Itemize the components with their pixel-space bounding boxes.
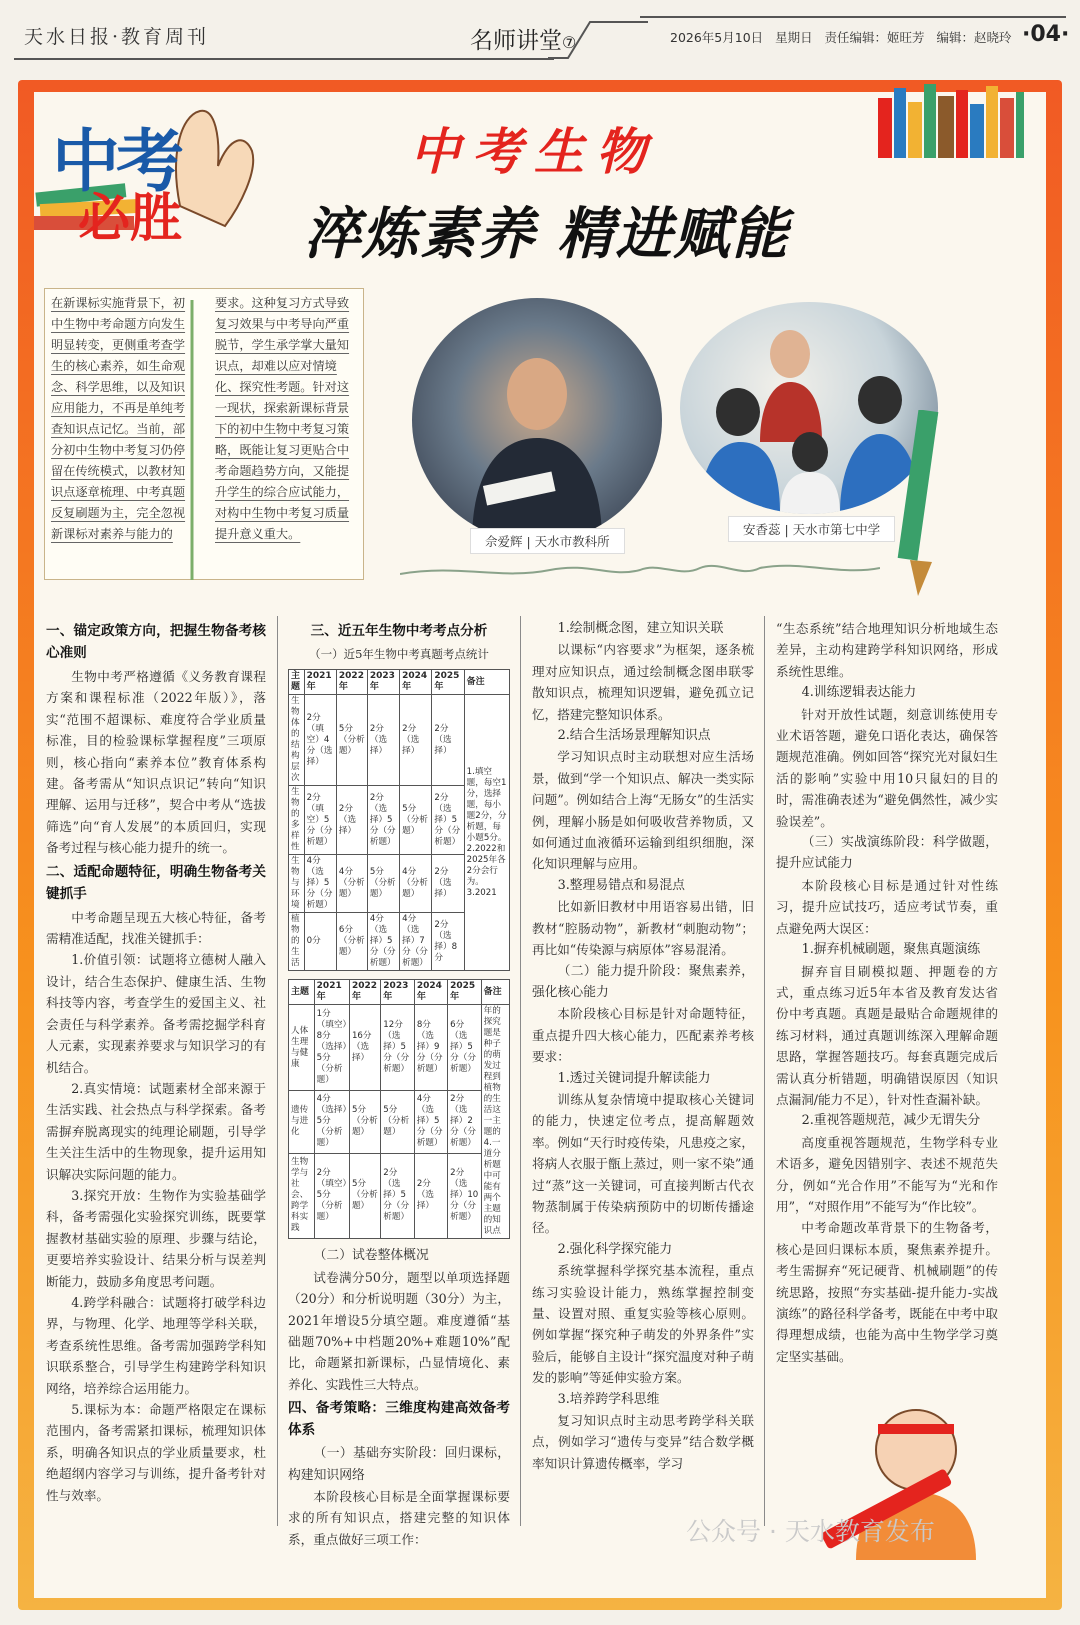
masthead: [0, 0, 1080, 70]
subject-title: 中考生物: [410, 122, 658, 181]
table-header-cell: 2025年: [432, 670, 464, 695]
table-cell: 8分（选择）9分（分析题）: [414, 1005, 447, 1091]
section-heading-1: 一、锚定政策方向，把握生物备考核心准则: [46, 623, 266, 661]
stats-table-1: [288, 669, 510, 971]
table-row: [289, 1091, 510, 1153]
paragraph: 以课标“内容要求”为框架，逐条梳理对应知识点，通过绘制概念图串联零散知识点，梳理知识逻辑，避免孤立记忆，搭建完整知识体系。: [532, 642, 754, 722]
table-header-cell: 备注: [481, 980, 509, 1005]
table-cell: 2分（选择）5分（分析题）: [367, 786, 399, 855]
paragraph: 高度重视答题规范，生物学科专业术语多，避免因错别字、表述不规范失分，例如“光合作用”不能写为“光和作用”，“对照作用”不能写为“作比较”。: [776, 1134, 998, 1214]
table-cell: 2分（选择）10分（分析题）: [448, 1153, 482, 1239]
paragraph: 摒弃盲目刷模拟题、押题卷的方式，重点练习近5年本省及教育发达省份中考真题。真题是最贴合命题规律的练习材料，通过真题训练深入理解命题思路，掌握答题技巧。每套真题完成后需认真分析错题，明确错误原因（知识点漏洞/能力不足），针对性查漏补缺。: [776, 963, 998, 1107]
issue-info: 2026年5月10日 星期日 责任编辑：姬旺芳 编辑：赵晓玲: [670, 30, 1012, 45]
table-cell: 12分（选择）5分（分析题）: [381, 1005, 415, 1091]
paragraph: 本阶段核心目标是针对命题特征，重点提升四大核心能力，匹配素养考核要求：: [532, 1006, 754, 1065]
table-cell: 5分（分析题）: [400, 786, 432, 855]
page-number: ·04·: [1022, 22, 1070, 47]
table-header-row: [289, 670, 510, 695]
paragraph: 学习知识点时主动联想对应生活场景，做到“学一个知识点、解决一类实际问题”。例如结合上海“无肠女”的生活实例，理解小肠是如何吸收营养物质，又如何通过血液循环运输到组织细胞，深化知识理解与应用。: [532, 749, 754, 872]
table-cell: 4分（分析题）: [400, 855, 432, 913]
table-header-cell: 主题: [289, 980, 315, 1005]
table-cell: 2分（选择）: [367, 695, 399, 786]
table-cell: 生物的多样性: [289, 786, 305, 855]
paragraph: 本阶段核心目标是通过针对性练习，提升应试技巧，适应考试节奏，重点避免两大误区：: [776, 877, 998, 936]
sub-heading: 1.透过关键词提升解读能力: [557, 1070, 711, 1086]
table-cell: 5分（分析题）: [336, 695, 367, 786]
table-cell: 2分（选择）: [432, 695, 464, 786]
paragraph: 中考命题呈现五大核心特征，备考需精准适配，找准关键抓手：: [46, 909, 266, 947]
table-cell: 1.填空题，每空1分，选择题，每小题2分，分析题，每小题5分。2.2022和2025年各2分会行为。3.2021: [464, 695, 509, 971]
badge-bottom-text: 必胜: [78, 189, 183, 249]
table-cell: 2分（选择）: [400, 695, 432, 786]
notebook-spine: [170, 300, 230, 580]
paragraph: 中考命题改革背景下的生物备考，核心是回归课标本质，聚焦素养提升。考生需摒弃“死记硬背、机械刷题”的传统思路，按照“夯实基础-提升能力-实战演练”的路径科学备考，既能在中考中取得理想成绩，也能为高中生物学学习奠定坚实基础。: [776, 1220, 998, 1364]
sub-heading: 2.结合生活场景理解知识点: [557, 728, 711, 744]
table-header-cell: 2021年: [304, 670, 336, 695]
sub-heading: （一）基础夯实阶段：回归课标，构建知识网络: [288, 1446, 510, 1483]
table-header-row: [289, 980, 510, 1005]
table-cell: 16分（选择）: [349, 1005, 380, 1091]
column-4: [776, 618, 998, 1367]
table-cell: 5分（分析题）: [349, 1091, 380, 1153]
table-header-cell: 备注: [464, 670, 509, 695]
table-header-cell: 2023年: [381, 980, 415, 1005]
table-header-cell: 2022年: [336, 670, 367, 695]
table-header-cell: 2025年: [448, 980, 482, 1005]
table-cell: 5分（分析题）: [349, 1153, 380, 1239]
section-heading-3: 三、近五年生物中考考点分析: [310, 623, 488, 639]
table-cell: 生物学与社会、跨学科实践: [289, 1153, 315, 1239]
pen-icon: [880, 410, 960, 600]
decorative-swirl: [400, 556, 880, 586]
sub-heading: （二）试卷整体概况: [313, 1248, 429, 1264]
sub-heading: （一）近5年生物中考真题考点统计: [309, 647, 489, 661]
newspaper-title: 天水日报·教育周刊: [24, 26, 210, 48]
paragraph: 5.课标为本：命题严格限定在课标范围内，备考需紧扣课标，梳理知识体系，明确各知识点的学业质量要求，杜绝超纲内容学习与训练，提升备考针对性与效率。: [46, 1402, 266, 1503]
sub-heading: 3.整理易错点和易混点: [557, 877, 685, 893]
sub-heading: （二）能力提升阶段：聚焦素养，强化核心能力: [532, 963, 754, 1000]
table-header-cell: 2022年: [349, 980, 380, 1005]
paragraph: 系统掌握科学探究基本流程，重点练习实验设计能力，熟练掌握控制变量、设置对照、重复实验等核心原则。例如掌握“探究种子萌发的外界条件”实验后，能够自主设计“探究温度对种子萌发的影响”等延伸实验方案。: [532, 1263, 754, 1386]
masthead-rule-top: [640, 16, 1066, 18]
photo-caption-1: 佘爱辉 | 天水市教科所: [470, 528, 625, 554]
table-row: [289, 1153, 510, 1239]
portrait-figure: [412, 298, 662, 542]
section-heading-4: 四、备考策略：三维度构建高效备考体系: [288, 1400, 510, 1439]
table-header-cell: 2024年: [414, 980, 447, 1005]
table-cell: 4分（选择）5分（分析题）: [314, 1091, 349, 1153]
column-divider: [764, 616, 765, 1526]
table-header-cell: 2024年: [400, 670, 432, 695]
photo-caption-2: 安香蕊 | 天水市第七中学: [728, 516, 895, 542]
table-cell: 生物体的结构层次: [289, 695, 305, 786]
page-headline: 淬炼素养 精进赋能: [304, 202, 790, 267]
badge-top-text: 中考: [52, 123, 181, 202]
column-divider: [520, 616, 521, 1526]
table-cell: 1分（填空）8分（选择）5分（分析题）: [314, 1005, 349, 1091]
intro-right: 要求。这种复习方式导致复习效果与中考导向严重脱节，学生承学掌大量知识点，却难以应对情境化、探究性考题。针对这一现状，探索新课标背景下的初中生物中考复习策略，既能让复习更贴合中考命题趋势方向，又能提升学生的综合应试能力，对构中生物中考复习质量提升意义重大。: [215, 296, 350, 541]
table-cell: 2分（选择）2分（分析题）: [448, 1091, 482, 1153]
table-cell: 4分（选择）5分（分析题）: [367, 913, 399, 971]
table-cell: 2分（选择）: [414, 1153, 447, 1239]
intro-left: 在新课标实施背景下，初中生物中考命题方向发生明显转变，更侧重考查学生的核心素养，如生命观念、科学思维，以及知识应用能力，不再是单纯考查知识点记忆。当前，部分初中生物中考复习仍停留在传统模式，以教材知识点逐章梳理、中考真题反复刷题为主，完全忽视新课标对素养与能力的: [51, 296, 186, 541]
column-title: 名师讲堂⑦: [470, 28, 577, 54]
sub-heading: 1.摒弃机械刷题，聚焦真题演练: [801, 942, 981, 958]
stats-table-2: [288, 979, 510, 1239]
table-row: [289, 1005, 510, 1091]
column-divider: [277, 616, 278, 1526]
table-cell: 2分（填空）5分（分析题）: [314, 1153, 349, 1239]
table-cell: 遗传与进化: [289, 1091, 315, 1153]
paragraph: 2.真实情境：试题素材全部来源于生活实践、社会热点与科学探索。备考需摒弃脱离现实的纯理论刷题，引导学生关注生活中的生物现象，提升运用知识解决实际问题的能力。: [46, 1080, 266, 1182]
table-cell: 4分（选择）5分（分析题）: [414, 1091, 447, 1153]
column-2: [288, 618, 510, 1550]
books-icon: [874, 78, 1024, 158]
paragraph: 比如新旧教材中用语容易出错，旧教材“腔肠动物”，新教材“刺胞动物”；再比如“传染源与病原体”容易混淆。: [532, 899, 754, 958]
sub-heading: （三）实战演练阶段：科学做题，提升应试能力: [776, 835, 998, 872]
table-cell: 4分（选择）5分（分析题）: [304, 855, 336, 913]
sub-heading: 3.培养跨学科思维: [557, 1391, 660, 1407]
table-cell: 4分（选择）7分（分析题）: [400, 913, 432, 971]
paragraph: 训练从复杂情境中提取核心关键词的能力，快速定位考点，提高解题效率。例如“天行时疫传染，凡患疫之家，将病人衣服于甑上蒸过，则一家不染”通过“蒸”这一关键词，可直接判断古代衣物蒸制属于传染病预防中的切断传播途径。: [532, 1091, 754, 1236]
table-cell: 4分（分析题）: [336, 855, 367, 913]
table-cell: 2分（填空）4分（选择）: [304, 695, 336, 786]
table-cell: 5分（分析题）: [381, 1091, 415, 1153]
table-cell: 生物与环境: [289, 855, 305, 913]
table-header-cell: 2023年: [367, 670, 399, 695]
table-cell: 5分（分析题）: [367, 855, 399, 913]
column-1: [46, 618, 266, 1506]
paragraph: “生态系统”结合地理知识分析地域生态差异，主动构建跨学科知识网络，形成系统性思维。: [776, 621, 998, 679]
table-cell: 2分（选择）: [336, 786, 367, 855]
paragraph: 复习知识点时主动思考跨学科关联点，例如学习“遗传与变异”结合数学概率知识计算遗传概率，学习: [532, 1413, 754, 1471]
table-cell: 2分（填空）5分（分析题）: [304, 786, 336, 855]
table-cell: 2分（选择）5分（分析题）: [381, 1153, 415, 1239]
paragraph: 本阶段核心目标是全面掌握课标要求的所有知识点，搭建完整的知识体系，重点做好三项工作：: [288, 1489, 510, 1547]
table-cell: 6分（分析题）: [336, 913, 367, 971]
sub-heading: 2.强化科学探究能力: [557, 1241, 673, 1257]
paragraph: 试卷满分50分，题型以单项选择题（20分）和分析说明题（30分）为主，2021年增设5分填空题。难度遵循“基础题70%+中档题20%+难题10%”配比，命题紧扣新课标，凸显情境化、素养化、实践性三大特点。: [288, 1269, 510, 1392]
table-body: [289, 695, 510, 971]
column-3: [532, 618, 754, 1474]
paragraph: 3.探究开放：生物作为实验基础学科，备考需强化实验探究训练，既要掌握教材基础实验的原理、步骤与结论，更要培养实验设计、结果分析与误差判断能力，鼓励多角度思考问题。: [46, 1187, 266, 1289]
table-cell: 0分: [304, 913, 336, 971]
paragraph: 生物中考严格遵循《义务教育课程方案和课程标准（2022年版）》，落实“范围不超课标、难度符合学业质量标准，目的检验课标掌握程度”三项原则，核心指向“素养本位”教育体系构建。备考需从“知识点识记”转向“知识理解、运用与迁移”，契合中考从“选拔筛选”向“育人发展”的本质回归，实现备考过程与核心能力提升的统一。: [46, 669, 266, 856]
table-cell: 人体生理与健康: [289, 1005, 315, 1091]
paragraph: 4.跨学科融合：试题将打破学科边界，与物理、化学、地理等学科关联，考查系统性思维。备考需加强跨学科知识联系整合，引导学生构建跨学科知识网络，培养综合运用能力。: [46, 1294, 266, 1396]
sub-heading: 1.绘制概念图，建立知识关联: [557, 621, 724, 636]
table-cell: 2分（选择）: [432, 855, 464, 913]
paragraph: 针对开放性试题，刻意训练使用专业术语答题，避免口语化表达，确保答题规范准确。例如回答“探究光对鼠妇生活的影响”实验中用10只鼠妇的目的时，需准确表述为“避免偶然性，减少实验误差”。: [776, 706, 998, 829]
paragraph: 1.价值引领：试题将立德树人融入设计，结合生态保护、健康生活、生物科技等内容，考查学生的爱国主义、社会责任与科学素养。备考需挖掘学科育人元素，实现素养要求与知识学习的有机结合。: [46, 952, 266, 1075]
sub-heading: 2.重视答题规范，减少无谓失分: [801, 1113, 981, 1129]
table-cell: 年的探究题是种子的萌发过程到植物的生活这一主题的4.一道分析题中可能有两个主题的知识点: [481, 1005, 509, 1239]
table-cell: 2分（选择）5分（分析题）: [432, 786, 464, 855]
masthead-rule-left: [14, 58, 554, 60]
watermark: 公众号 · 天水教育发布: [686, 1517, 935, 1546]
table-cell: 植物的生活: [289, 913, 305, 971]
table-body: [289, 1005, 510, 1239]
table-header-cell: 2021年: [314, 980, 349, 1005]
table-cell: 6分（选择）5分（分析题）: [448, 1005, 482, 1091]
table-row: [289, 695, 510, 786]
section-heading-2: 二、适配命题特征，明确生物备考关键抓手: [46, 863, 266, 902]
table-cell: 2分（选择）8分: [432, 913, 464, 971]
teacher-photo-1: [412, 298, 662, 542]
table-header-cell: 主题: [289, 670, 305, 695]
sub-heading: 4.训练逻辑表达能力: [801, 685, 917, 701]
